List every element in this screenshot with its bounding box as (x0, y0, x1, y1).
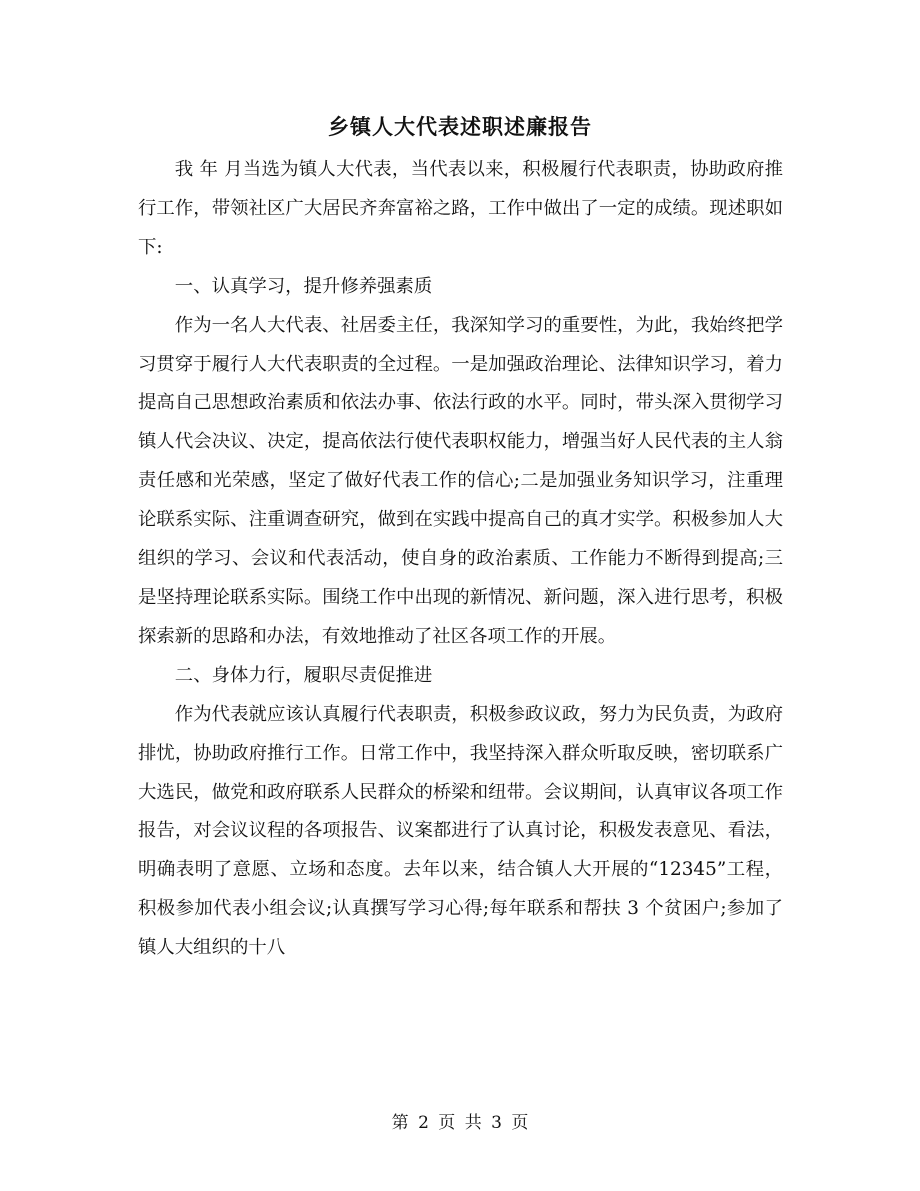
section-heading-1: 一、认真学习，提升修养强素质 (174, 275, 433, 297)
paragraph-duty: 作为代表就应该认真履行代表职责，积极参政议政，努力为民负责，为政府排忧，协助政府推行工作。日常工作中，我坚持深入群众听取反映，密切联系广大选民，做党和政府联系人民群众的桥梁和纽带。会议期间，认真审议各项工作报告，对会议议程的各项报告、议案都进行了认真讨论，积极发表意见、看法，明确表明了意愿、立场和态度。去年以来，结合镇人大开展的“12345”工程，积极参加代表小组会议;认真撰写学习心得;每年联系和帮扶 3 个贫困户;参加了镇人大组织的十八 (138, 703, 783, 959)
paragraph-study: 作为一名人大代表、社居委主任，我深知学习的重要性，为此，我始终把学习贯穿于履行人大代表职责的全过程。一是加强政治理论、法律知识学习，着力提高自己思想政治素质和依法办事、依法行政的水平。同时，带头深入贯彻学习镇人代会决议、决定，提高依法行使代表职权能力，增强当好人民代表的主人翁责任感和光荣感，坚定了做好代表工作的信心;二是加强业务知识学习，注重理论联系实际、注重调查研究，做到在实践中提高自己的真才实学。积极参加人大组织的学习、会议和代表活动，使自身的政治素质、工作能力不断得到提高;三是坚持理论联系实际。围绕工作中出现的新情况、新问题，深入进行思考，积极探索新的思路和办法，有效地推动了社区各项工作的开展。 (138, 314, 783, 647)
document-body (138, 151, 783, 968)
section-heading-2: 二、身体力行，履职尽责促推进 (174, 664, 433, 686)
document-title: 乡镇人大代表述职述廉报告 (328, 114, 592, 139)
paragraph-intro: 我 年 月当选为镇人大代表，当代表以来，积极履行代表职责，协助政府推行工作，带领社区广大居民齐奔富裕之路，工作中做出了一定的成绩。现述职如下: (138, 159, 783, 258)
page-number-footer: 第 2 页 共 3 页 (391, 1113, 529, 1133)
